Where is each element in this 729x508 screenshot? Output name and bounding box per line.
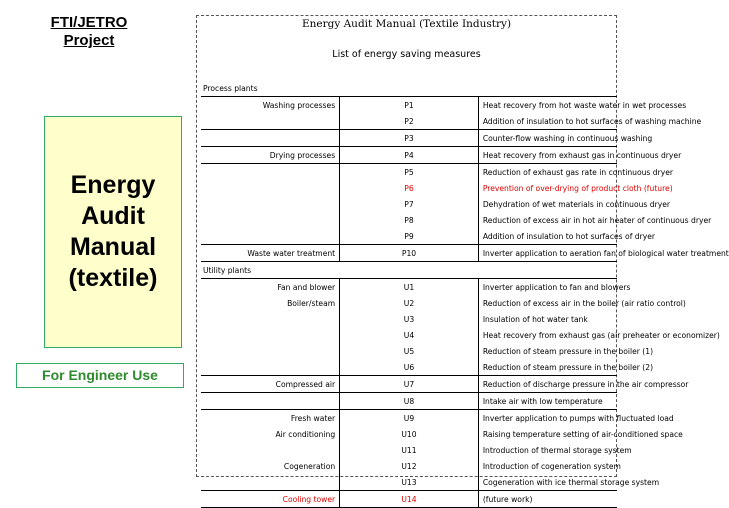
category-cell bbox=[201, 359, 340, 376]
table-row bbox=[201, 327, 617, 343]
table-row bbox=[201, 279, 617, 296]
description-cell: Inverter application to aeration fan of biological water treatment bbox=[478, 245, 617, 262]
code-cell: U1 bbox=[340, 279, 479, 296]
description-cell: Heat recovery from exhaust gas (air preheater or economizer) bbox=[482, 330, 720, 340]
table-row bbox=[201, 147, 617, 164]
table-row bbox=[201, 426, 617, 442]
code-cell: U3 bbox=[340, 311, 479, 327]
category-cell: Fan and blower bbox=[201, 279, 340, 296]
table-row bbox=[201, 295, 617, 311]
table-row bbox=[201, 164, 617, 181]
code-cell: U7 bbox=[340, 376, 479, 393]
table-row bbox=[201, 410, 617, 427]
table-row bbox=[201, 212, 617, 228]
category-cell: Air conditioning bbox=[275, 429, 336, 439]
category-cell: Drying processes bbox=[201, 147, 340, 164]
code-cell: U9 bbox=[340, 410, 479, 427]
category-cell bbox=[201, 442, 340, 458]
description-cell: Introduction of thermal storage system bbox=[482, 445, 632, 455]
table-row bbox=[201, 442, 617, 458]
category-cell: Fresh water bbox=[201, 410, 340, 427]
category-cell bbox=[201, 180, 340, 196]
code-cell: U8 bbox=[340, 393, 479, 410]
project-label: FTI/JETRO Project bbox=[50, 14, 128, 49]
code-cell: P2 bbox=[340, 113, 479, 130]
code-cell: U2 bbox=[340, 295, 479, 311]
description-cell: (future work) bbox=[478, 491, 617, 508]
document-title: Energy Audit Manual (Textile Industry) bbox=[301, 18, 512, 30]
code-cell: U6 bbox=[340, 359, 479, 376]
code-cell: P1 bbox=[340, 97, 479, 114]
category-cell: Waste water treatment bbox=[201, 245, 340, 262]
code-cell: P8 bbox=[340, 212, 479, 228]
table-row bbox=[201, 311, 617, 327]
description-cell: Reduction of steam pressure in the boiler (1) bbox=[482, 346, 654, 356]
description-cell: Raising temperature setting of air-conditioned space bbox=[482, 429, 683, 439]
table-row bbox=[201, 180, 617, 196]
code-cell: U5 bbox=[340, 343, 479, 359]
cover-title-box: Energy Audit Manual (textile) bbox=[44, 116, 182, 348]
description-cell: Introduction of cogeneration system bbox=[482, 461, 621, 471]
category-cell bbox=[201, 343, 340, 359]
category-cell bbox=[201, 196, 340, 212]
category-cell: Washing processes bbox=[201, 97, 340, 114]
description-cell: Intake air with low temperature bbox=[478, 393, 617, 410]
description-cell: Reduction of excess air in the boiler (air ratio control) bbox=[482, 298, 686, 308]
engineer-use-label: For Engineer Use bbox=[16, 363, 184, 388]
description-cell: Counter-flow washing in continuous washing bbox=[478, 130, 617, 147]
description-cell: Heat recovery from hot waste water in wet processes bbox=[478, 97, 617, 114]
category-cell bbox=[201, 327, 340, 343]
description-cell: Heat recovery from exhaust gas in continuous dryer bbox=[478, 147, 617, 164]
code-cell: P6 bbox=[340, 180, 479, 196]
category-cell bbox=[201, 393, 340, 410]
description-cell: Prevention of over-drying of product cloth (future) bbox=[482, 183, 673, 193]
code-cell: P9 bbox=[340, 228, 479, 245]
code-cell: P4 bbox=[340, 147, 479, 164]
table-row bbox=[201, 113, 617, 130]
description-cell: Reduction of exhaust gas rate in continuous dryer bbox=[478, 164, 617, 181]
measures-table bbox=[201, 80, 729, 508]
code-cell: P5 bbox=[340, 164, 479, 181]
document-page bbox=[196, 15, 729, 504]
code-cell: P7 bbox=[340, 196, 479, 212]
code-cell: P10 bbox=[340, 245, 479, 262]
description-cell: Reduction of discharge pressure in the air compressor bbox=[478, 376, 617, 393]
description-cell: Dehydration of wet materials in continuous dryer bbox=[482, 199, 671, 209]
category-cell bbox=[201, 130, 340, 147]
description-cell: Inverter application to fan and blowers bbox=[478, 279, 617, 296]
category-cell bbox=[201, 474, 340, 491]
code-cell: U12 bbox=[340, 458, 479, 474]
code-cell: U11 bbox=[340, 442, 479, 458]
table-row bbox=[201, 491, 617, 508]
section-header bbox=[201, 80, 617, 97]
category-cell bbox=[201, 113, 340, 130]
description-cell: Cogeneration with ice thermal storage system bbox=[482, 477, 660, 487]
table-row bbox=[201, 97, 617, 114]
category-cell bbox=[201, 311, 340, 327]
code-cell: U13 bbox=[340, 474, 479, 491]
table-row bbox=[201, 130, 617, 147]
table-row bbox=[201, 376, 617, 393]
table-row bbox=[201, 458, 617, 474]
description-cell: Inverter application to pumps with fluctuated load bbox=[478, 410, 617, 427]
section-header bbox=[201, 262, 617, 279]
category-cell bbox=[201, 212, 340, 228]
list-title: List of energy saving measures bbox=[332, 49, 481, 60]
table-row bbox=[201, 245, 617, 262]
table-row bbox=[201, 228, 617, 245]
section-title: Process plants bbox=[203, 83, 258, 93]
category-cell: Cogeneration bbox=[283, 461, 336, 471]
code-cell: U10 bbox=[340, 426, 479, 442]
description-cell: Addition of insulation to hot surfaces of dryer bbox=[482, 231, 656, 241]
table-row bbox=[201, 359, 617, 376]
table-row bbox=[201, 343, 617, 359]
category-cell: Compressed air bbox=[201, 376, 340, 393]
category-cell: Boiler/steam bbox=[287, 298, 336, 308]
description-cell: Reduction of excess air in hot air heater of continuous dryer bbox=[482, 215, 712, 225]
table-row bbox=[201, 196, 617, 212]
section-title: Utility plants bbox=[203, 265, 252, 275]
description-cell: Insulation of hot water tank bbox=[482, 314, 588, 324]
description-cell: Reduction of steam pressure in the boiler (2) bbox=[482, 362, 654, 372]
code-cell: P3 bbox=[340, 130, 479, 147]
description-cell: Addition of insulation to hot surfaces of washing machine bbox=[482, 116, 702, 126]
code-cell: U4 bbox=[340, 327, 479, 343]
category-cell: Cooling tower bbox=[201, 491, 340, 508]
table-row bbox=[201, 393, 617, 410]
table-row bbox=[201, 474, 617, 491]
category-cell bbox=[201, 164, 340, 181]
code-cell: U14 bbox=[340, 491, 479, 508]
category-cell bbox=[201, 228, 340, 245]
